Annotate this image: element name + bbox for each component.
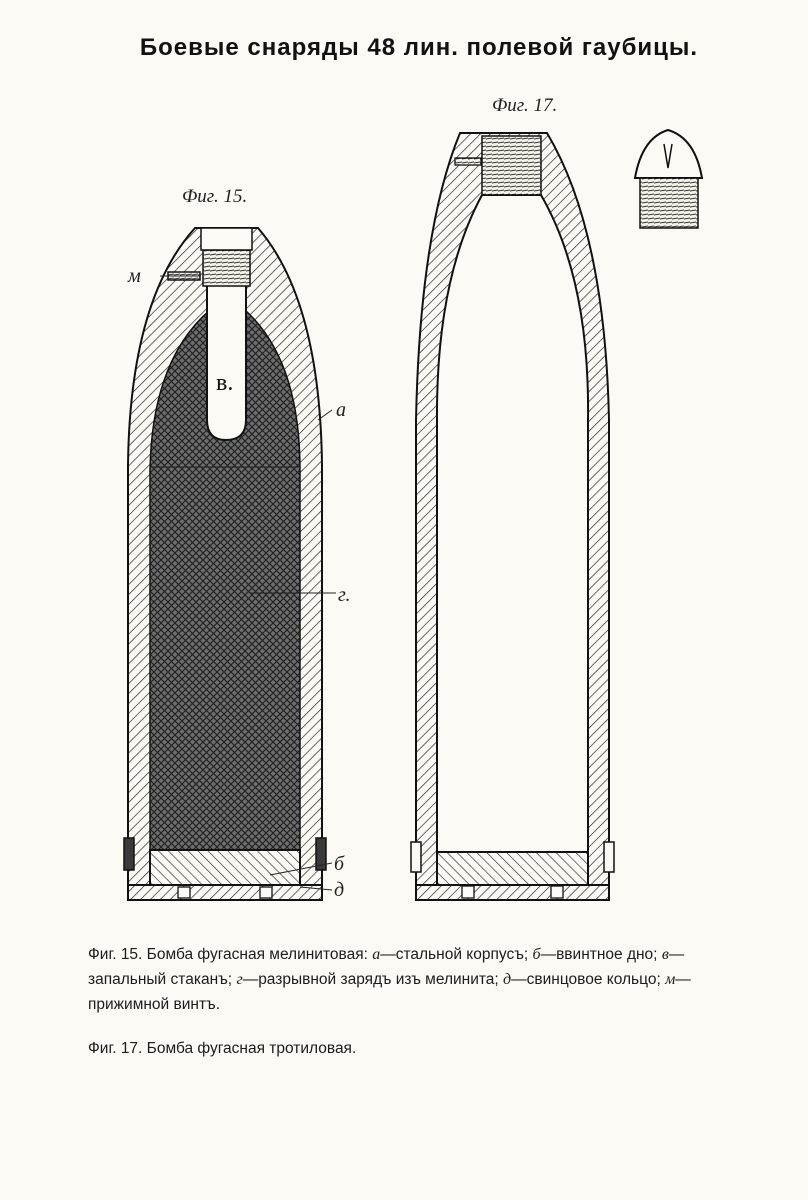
callout-m: м	[128, 265, 141, 287]
steel-body-17	[416, 133, 609, 900]
figure-15-shell	[124, 228, 351, 901]
lead-ring-left	[124, 838, 134, 870]
caption-15-letter-b: б	[532, 946, 541, 963]
caption-15-prefix: Фиг. 15. Бомба фугасная мелинитовая:	[88, 946, 368, 963]
screwed-base	[150, 850, 300, 888]
callout-g: г.	[338, 584, 351, 606]
caption-15-letter-v: в	[661, 946, 669, 963]
nose-thread	[482, 136, 541, 195]
caption-15-text-g: —разрывной зарядъ изъ мелинита;	[242, 971, 499, 988]
caption-15-text-d: —свинцовое кольцо;	[511, 971, 661, 988]
caption-15-letter-g: г	[236, 971, 243, 988]
caption-15-text-a: —стальной корпусъ;	[380, 946, 529, 963]
caption-15-letter-d: д	[503, 971, 512, 988]
caption-15-letter-a: а	[372, 946, 381, 963]
caption-figure-17: Фиг. 17. Бомба фугасная тротиловая.	[88, 1040, 357, 1057]
caption-15-text-b: —ввинтное дно;	[540, 946, 658, 963]
nose-plug	[635, 130, 702, 228]
callout-b: б	[334, 853, 345, 875]
callout-d: д	[334, 879, 345, 901]
figure-15-label: Фиг. 15.	[182, 186, 248, 207]
caption-15-letter-m: м	[665, 971, 676, 988]
callout-v: в.	[216, 370, 234, 396]
figure-17-shell	[411, 130, 702, 900]
caption-figure-15	[88, 942, 760, 1017]
figure-17-label: Фиг. 17.	[492, 95, 558, 116]
page-title: Боевые снаряды 48 лин. полевой гаубицы.	[139, 34, 699, 61]
callout-a: а	[336, 399, 346, 421]
screwed-base-17	[437, 852, 588, 888]
caption-15-text-v: —запальный стаканъ;	[88, 946, 685, 988]
caption-15-text-m: —прижимной винтъ.	[88, 971, 691, 1013]
